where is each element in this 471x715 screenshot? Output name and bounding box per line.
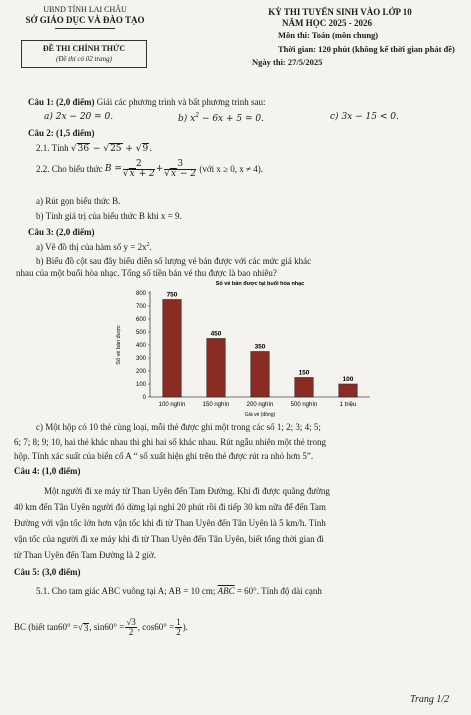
q4-line-1: Một người đi xe máy từ Than Uyên đến Tam Đường. Khi đi được quãng đường — [44, 486, 330, 496]
q3-b-line-2: nhau của một buổi hòa nhạc. Tổng số tiền bán vé thu được là bao nhiêu? — [16, 268, 277, 278]
q2-part-b: b) Tính giá trị của biểu thức B khi x = 9. — [36, 211, 182, 221]
q5-l1-angle: $\overline{ABC}$ — [217, 586, 235, 596]
official-label: ĐỀ THI CHÍNH THỨC — [42, 44, 126, 53]
y-tick-label: 400 — [135, 343, 146, 349]
q1-a-eq: 2x − 20 = 0. — [55, 112, 114, 122]
q2-1-root1: 36 — [77, 144, 90, 154]
bar — [295, 378, 313, 398]
y-tick-label: 200 — [135, 369, 146, 375]
q1-c-label: c) — [330, 112, 339, 122]
y-tick-label: 700 — [135, 304, 146, 310]
q2-part-1 — [36, 144, 152, 154]
exam-date: Ngày thi: 27/5/2025 — [252, 57, 323, 67]
q2-2-num2: 3 — [164, 160, 196, 170]
q2-1-root3: 9 — [142, 144, 149, 154]
q2-2-B: B = — [104, 164, 122, 174]
q2-2-num1: 2 — [123, 160, 155, 170]
school-year: NĂM HỌC 2025 - 2026 — [282, 18, 372, 28]
q2-1-minus: − — [90, 144, 104, 154]
q4-title: Câu 4: (1,0 điểm) — [14, 466, 81, 476]
q1-b-label: b) — [178, 114, 188, 124]
x-tick-label: 150 nghìn — [202, 402, 230, 408]
ticket-sales-bar-chart — [110, 279, 380, 419]
chart-title: Số vé bán được tại buổi hòa nhạc — [215, 281, 305, 287]
x-tick-label: 1 triệu — [339, 402, 357, 408]
exam-time: Thời gian: 120 phút (không kể thời gian phát đề) — [278, 44, 455, 54]
q1-part-b — [178, 113, 264, 124]
bar — [163, 300, 181, 398]
q1-b-x: x — [190, 114, 196, 124]
q5-l2-mid2: , cos60° = — [137, 622, 175, 632]
q2-2-condition: (với x ≥ 0, x ≠ 4). — [199, 164, 263, 174]
q3c-line-1: c) Một hộp có 10 thẻ cùng loại, mỗi thẻ được ghi một trong các số 1; 2; 3; 4; 5; — [36, 422, 321, 432]
x-axis-label: Giá vé (đồng) — [244, 412, 276, 418]
q5-line-1 — [36, 587, 322, 596]
y-tick-label: 300 — [135, 356, 146, 362]
q2-1-expr: √36 − √25 + √9. — [70, 144, 153, 154]
q2-2-den1: √x + 2 — [122, 169, 155, 179]
q2-2-frac1 — [123, 160, 155, 179]
bar-value-label: 100 — [342, 376, 354, 383]
q3-a-text: a) Vẽ đồ thị của hàm số y = 2x — [36, 242, 147, 252]
q5-l2-frac-sin — [125, 618, 136, 637]
q5-l2-text: BC (biết tan60° = — [14, 622, 78, 632]
q5-l2-end: ). — [182, 622, 188, 632]
q3-b-line-1: b) Biểu đồ cột sau đây biểu diễn số lượng vé bán được với các mức giá khác — [36, 256, 312, 266]
q4-line-3: Đường với vận tốc lớn hơn vận tốc khi đi từ Than Uyên đến Tân Uyên là 5 km/h. Tính — [14, 518, 326, 528]
q2-2-den2-root: x — [171, 169, 177, 179]
q2-2-den1-root: x — [129, 169, 135, 179]
q1-line — [28, 98, 266, 107]
x-tick-label: 500 nghìn — [290, 402, 318, 408]
q1-c-ineq: 3x − 15 < 0. — [341, 112, 399, 122]
q5-l1-text: 5.1. Cho tam giác ABC vuông tại A; AB = 10 cm; — [36, 586, 218, 596]
q2-part-a: a) Rút gọn biểu thức B. — [36, 196, 121, 206]
q5-l2-sin-den: 2 — [128, 627, 134, 637]
q2-2-den2: √x − 2 — [164, 169, 197, 179]
q1-b-exp: 2 — [195, 112, 200, 119]
q5-l2-root: 3 — [83, 622, 89, 633]
q1-text: Giải các phương trình và bất phương trình sau: — [96, 97, 266, 107]
q2-2-plus: + — [155, 164, 164, 174]
q4-line-4: vận tốc của người đi xe máy khi đi từ Than Uyên đến Tân Uyên, biết tổng thời gian đi — [14, 534, 324, 544]
page-note: (Đề thi có 02 trang) — [56, 55, 112, 63]
q2-title: Câu 2: (1,5 điểm) — [28, 128, 95, 138]
header-underline-left — [55, 28, 115, 29]
y-tick-label: 500 — [135, 330, 146, 336]
q5-title: Câu 5: (3,0 điểm) — [14, 567, 81, 577]
q3-part-a — [36, 242, 152, 252]
y-tick-label: 100 — [135, 382, 146, 388]
q2-2-frac2 — [164, 160, 196, 179]
bar — [339, 384, 357, 397]
q3-a-exp: 2 — [146, 242, 150, 248]
bar — [251, 352, 269, 398]
bar-value-label: 150 — [298, 369, 310, 377]
page-number: Trang 1/2 — [410, 694, 450, 705]
q2-2-den1-tail: + 2 — [135, 169, 155, 179]
q5-l2-cos-num: 1 — [176, 617, 181, 627]
q5-l2-frac-cos — [175, 618, 182, 637]
q3-a-end: . — [149, 242, 152, 252]
q1-a-label: a) — [44, 112, 53, 122]
q2-1-root2: 25 — [110, 144, 122, 154]
q2-1-end: . — [149, 144, 153, 154]
q3c-line-3: hộp. Tính xác suất của biến cố A “ số xuất hiện ghi trên thẻ được rút ra nhỏ hơn 5”. — [14, 451, 314, 461]
q2-2-label: 2.2. Cho biểu thức — [36, 164, 103, 174]
q1-title: Câu 1: (2,0 điểm) — [28, 97, 95, 107]
exam-title: KỲ THI TUYỂN SINH VÀO LỚP 10 — [268, 7, 412, 17]
q5-line-2: BC (biết tan60° = √ 3 , sin60° = $\frac{√3}{2}$ , cos60° = $\frac{1}{2}$ ). — [14, 617, 188, 637]
q5-l2-mid: , sin60° = — [89, 622, 125, 632]
x-tick-label: 200 nghìn — [246, 402, 274, 408]
q5-l1-tail: = 60°. Tính độ dài cạnh — [234, 586, 322, 596]
y-tick-label: 0 — [142, 395, 146, 401]
q3c-line-2: 6; 7; 8; 9; 10, hai thẻ khác nhau thì ghi hai số khác nhau. Rút ngẫu nhiên một thẻ trong — [14, 437, 326, 447]
bar-value-label: 450 — [210, 330, 222, 338]
q5-l2-sin-num: √3 — [126, 617, 136, 627]
q2-1-plus: + — [122, 144, 136, 154]
agency-line-1: UBND TỈNH LAI CHÂU — [43, 5, 127, 14]
q4-line-2: 40 km đến Tân Uyên người đó dừng lại nghỉ 20 phút rồi đi tiếp 30 km nữa để đến Tam — [14, 502, 326, 512]
bar — [207, 339, 225, 398]
q1-b-rest: − 6x + 5 = 0. — [199, 114, 264, 124]
bar-value-label: 750 — [166, 291, 178, 299]
q3-title: Câu 3: (2,0 điểm) — [28, 227, 95, 237]
q2-1-label: 2.1. Tính — [36, 143, 69, 153]
q1-part-c — [330, 113, 399, 122]
y-tick-label: 600 — [135, 317, 146, 323]
exam-subject: Môn thi: Toán (môn chung) — [278, 30, 379, 40]
q2-part-2 — [36, 160, 263, 179]
agency-line-2: SỞ GIÁO DỤC VÀ ĐÀO TẠO — [25, 15, 145, 25]
bar-value-label: 350 — [254, 343, 266, 351]
q4-line-5: từ Than Uyên đến Tam Đường là 2 giờ. — [14, 550, 157, 560]
x-tick-label: 100 nghìn — [158, 402, 186, 408]
y-tick-label: 800 — [135, 291, 146, 297]
q1-part-a — [44, 113, 113, 122]
y-axis-label: Số vé bán được — [116, 325, 122, 365]
q2-2-den2-tail: − 2 — [177, 169, 197, 179]
q5-l2-cos-den: 2 — [176, 627, 181, 637]
